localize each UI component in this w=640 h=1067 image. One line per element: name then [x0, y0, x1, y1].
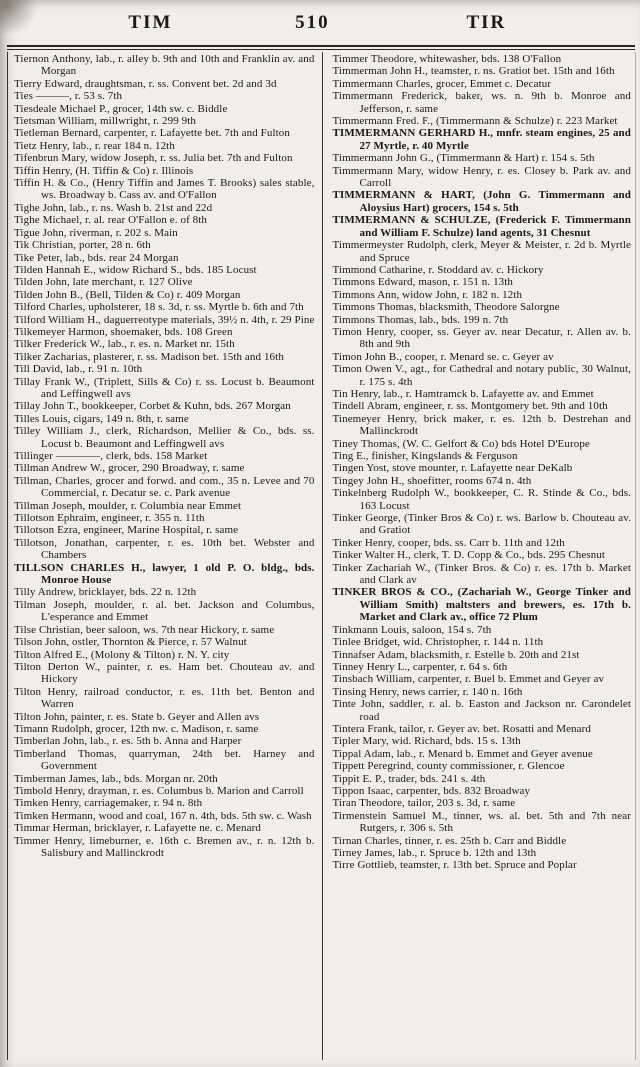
directory-entry: Timmond Catharine, r. Stoddard av. c. Hickory: [332, 263, 544, 276]
directory-entry: Tighe Michael, r. al. rear O'Fallon e. of 8th: [14, 214, 208, 227]
directory-entry: Tinker Walter H., clerk, T. D. Copp & Co., bds. 295 Chesnut: [332, 549, 606, 562]
directory-entry: Tilkemeyer Harmon, shoemaker, bds. 108 Green: [14, 325, 233, 338]
directory-entry: Tilley William J., clerk, Richardson, Mellier & Co., bds. ss. Locust b. Beaumont and Leffingwell avs: [14, 425, 315, 450]
directory-entry: Timmermann Mary, widow Henry, r. es. Closey b. Park av. and Carroll: [332, 164, 631, 190]
directory-entry: Tin Henry, lab., r. Hamtramck b. Lafayette av. and Emmet: [332, 387, 594, 400]
directory-entry: Tilse Christian, beer saloon, ws. 7th near Hickory, r. same: [14, 623, 275, 636]
directory-column-right: [322, 52, 636, 1060]
directory-entry: Timmons Edward, mason, r. 151 n. 13th: [332, 276, 514, 289]
directory-entry: Tillman Andrew W., grocer, 290 Broadway, r. same: [14, 462, 245, 475]
directory-entry: Tirney James, lab., r. Spruce b. 12th and 13th: [332, 847, 537, 859]
directory-entry: Tintera Frank, tailor, r. Geyer av. bet. Rosatti and Menard: [332, 722, 592, 735]
directory-entry: Tillotson Ezra, engineer, Marine Hospital, r. same: [14, 524, 239, 537]
directory-entry: Tiffin Henry, (H. Tiffin & Co) r. Illinois: [14, 164, 194, 177]
directory-column-left: [8, 52, 322, 1060]
directory-entry: Tillinger ————, clerk, bds. 158 Market: [14, 450, 208, 462]
directory-entry: Timann Rudolph, grocer, 12th nw. c. Madison, r. same: [14, 722, 259, 735]
directory-entry: Timmerman John H., teamster, r. ns. Gratiot bet. 15th and 16th: [332, 65, 615, 78]
directory-entry: Timbold Henry, drayman, r. es. Columbus b. Marion and Carroll: [14, 784, 304, 797]
directory-entry: Tillay John T., bookkeeper, Corbet & Kuhn, bds. 267 Morgan: [14, 400, 291, 413]
directory-entry: Tilles Louis, cigars, 149 n. 8th, r. same: [14, 412, 189, 425]
directory-entry: Tierry Edward, draughtsman, r. ss. Convent bet. 2d and 3d: [14, 77, 277, 90]
directory-entry: Tifenbrun Mary, widow Joseph, r. ss. Julia bet. 7th and Fulton: [14, 152, 293, 165]
directory-entry: Tiney Thomas, (W. C. Gelfort & Co) bds Hotel D'Europe: [332, 437, 590, 450]
directory-entry: Tilden John, late merchant, r. 127 Olive: [14, 276, 193, 289]
directory-entry: Tippit E. P., trader, bds. 241 s. 4th: [332, 772, 486, 785]
directory-entry: TIMMERMANN & SCHULZE, (Frederick F. Timmermann and William F. Schulze) land agents, 31 Chesnut: [332, 214, 631, 239]
directory-entry: Tiffin H. & Co., (Henry Tiffin and James T. Brooks) sales stable, ws. Broadway b. Cass av. and O'Fallon: [14, 177, 315, 202]
directory-entry: Tinnafser Adam, blacksmith, r. Estelle b. 20th and 21st: [332, 648, 580, 661]
directory-entry: Tinkelnberg Rudolph W., bookkeeper, C. R. Stinde & Co., bds. 163 Locust: [332, 487, 631, 512]
directory-entry: Timberlan John, lab., r. es. 5th b. Anna and Harper: [14, 735, 242, 748]
directory-entry: Tilford William H., daguerreotype materials, 39½ n. 4th, r. 29 Pine: [14, 313, 315, 326]
directory-entry: Timmons Thomas, lab., bds. 199 n. 7th: [332, 313, 509, 326]
directory-entry: Tipler Mary, wid. Richard, bds. 15 s. 13th: [332, 735, 521, 748]
directory-entry: Ties ———, r. 53 s. 7th: [14, 90, 123, 103]
directory-entry: Till David, lab., r. 91 n. 10th: [14, 363, 143, 376]
directory-entry: Tiesdeale Michael P., grocer, 14th sw. c. Biddle: [14, 102, 228, 115]
directory-entry: Tilden John B., (Bell, Tilden & Co) r. 409 Morgan: [14, 288, 241, 301]
directory-entry: Tilton Alfred E., (Molony & Tilton) r. N. Y. city: [14, 648, 230, 661]
directory-content: [7, 52, 636, 1060]
directory-entry: Tirre Gottlieb, teamster, r. 13th bet. Spruce and Poplar: [332, 859, 577, 872]
directory-entry: Tighe John, lab., r. ns. Wash b. 21st and 22d: [14, 201, 213, 214]
directory-entry: Tilker Zacharias, plasterer, r. ss. Madison bet. 15th and 16th: [14, 350, 284, 363]
directory-entry: Tilly Andrew, bricklayer, bds. 22 n. 12th: [14, 586, 197, 599]
directory-entry: Tingen Yost, stove mounter, r. Lafayette near DeKalb: [332, 462, 573, 475]
directory-entry: Tilker Frederick W., lab., r. es. n. Market nr. 15th: [14, 338, 235, 351]
header-letters-left: TIM: [128, 12, 173, 33]
directory-entry: Tindell Abram, engineer, r. ss. Montgomery bet. 9th and 10th: [332, 400, 608, 413]
directory-entry: Timmermann Fred. F., (Timmermann & Schulze) r. 223 Market: [332, 115, 618, 128]
directory-entry: Timmons Thomas, blacksmith, Theodore Salorgne: [332, 301, 560, 314]
directory-entry: Tinemeyer Henry, brick maker, r. es. 12th b. Destrehan and Mallinckrodt: [332, 412, 631, 438]
directory-entry: Tirnan Charles, tinner, r. es. 25th b. Carr and Biddle: [332, 834, 567, 847]
header-letters-right: TIR: [466, 12, 507, 33]
directory-entry: Tilson John, ostler, Thornton & Pierce, r. 57 Walnut: [14, 636, 247, 649]
directory-entry: Tietz Henry, lab., r. rear 184 n. 12th: [14, 139, 175, 152]
directory-entry: Tiernon Anthony, lab., r. alley b. 9th and 10th and Franklin av. and Morgan: [14, 53, 315, 78]
directory-entry: TIMMERMANN GERHARD H., mnfr. steam engines, 25 and 27 Myrtle, r. 40 Myrtle: [332, 127, 631, 152]
directory-entry: Tippett Peregrind, county commissioner, r. Glencoe: [332, 760, 565, 773]
directory-entry: Tinte John, saddler, r. al. b. Easton and Jackson nr. Carondelet road: [332, 698, 631, 723]
directory-entry: Tilman Joseph, moulder, r. al. bet. Jackson and Columbus, L'esperance and Emmet: [14, 598, 315, 624]
directory-entry: Tingey John H., shoefitter, rooms 674 n. 4th: [332, 474, 532, 487]
directory-entry: TILLSON CHARLES H., lawyer, 1 old P. O. bldg., bds. Monroe House: [14, 561, 315, 587]
header-rule: [7, 45, 635, 50]
directory-entry: Timberman James, lab., bds. Morgan nr. 20th: [14, 772, 218, 785]
directory-entry: Tillotson Ephraim, engineer, r. 355 n. 11th: [14, 512, 205, 525]
directory-entry: Timmer Henry, limeburner, e. 16th c. Bremen av., r. n. 12th b. Salisbury and Mallinckrodt: [14, 834, 315, 859]
directory-entry: Timmermeyster Rudolph, clerk, Meyer & Meister, r. 2d b. Myrtle and Spruce: [332, 239, 631, 264]
directory-entry: Tilton John, painter, r. es. State b. Geyer and Allen avs: [14, 710, 260, 723]
directory-entry: Timberland Thomas, quarryman, 24th bet. Harney and Government: [14, 747, 315, 773]
directory-entry: Tiran Theodore, tailor, 203 s. 3d, r. same: [332, 797, 516, 810]
directory-entry: Tippal Adam, lab., r. Menard b. Emmet and Geyer avenue: [332, 747, 593, 760]
directory-entry: Tinker Henry, cooper, bds. ss. Carr b. 11th and 12th: [332, 536, 565, 549]
directory-entry: Tillay Frank W., (Triplett, Sills & Co) r. ss. Locust b. Beaumont and Leffingwell avs: [14, 375, 315, 400]
directory-entry: TIMMERMANN & HART, (John G. Timmermann and Aloysius Hart) grocers, 154 s. 5th: [332, 189, 631, 214]
directory-entry: Timmar Herman, bricklayer, r. Lafayette ne. c. Menard: [14, 822, 261, 835]
directory-entry: Tilton Derton W., painter, r. es. Ham bet. Chouteau av. and Hickory: [14, 660, 315, 686]
directory-entry: Timon John B., cooper, r. Menard se. c. Geyer av: [332, 350, 554, 363]
directory-entry: Timmermann John G., (Timmermann & Hart) r. 154 s. 5th: [332, 152, 595, 165]
directory-entry: Tilden Hannah E., widow Richard S., bds. 185 Locust: [14, 263, 257, 276]
directory-entry: Tinker George, (Tinker Bros & Co) r. ws. Barlow b. Chouteau av. and Gratiot: [332, 512, 631, 537]
directory-entry: Tinlee Bridget, wid. Christopher, r. 144 n. 11th: [332, 636, 544, 649]
directory-entry: Tinney Henry L., carpenter, r. 64 s. 6th: [332, 660, 508, 673]
directory-entry: Tigue John, riverman, r. 202 s. Main: [14, 226, 178, 239]
directory-entry: Tilton Henry, railroad conductor, r. es. 11th bet. Benton and Warren: [14, 685, 315, 711]
page-number: 510: [295, 12, 330, 33]
directory-entry: Timmermann Frederick, baker, ws. n. 9th b. Monroe and Jefferson, r. same: [332, 90, 631, 115]
directory-entry: Tippon Isaac, carpenter, bds. 832 Broadway: [332, 784, 531, 797]
directory-entry: Tinker Zachariah W., (Tinker Bros. & Co) r. es. 17th b. Market and Clark av: [332, 561, 631, 587]
directory-entry: Tillotson, Jonathan, carpenter, r. es. 10th bet. Webster and Chambers: [14, 536, 315, 562]
directory-entry: Tillman, Charles, grocer and forwd. and com., 35 n. Levee and 70 Commercial, r. Decatur se. c. Park avenue: [14, 474, 315, 500]
directory-entry: Timon Henry, cooper, ss. Geyer av. near Decatur, r. Allen av. b. 8th and 9th: [332, 325, 631, 351]
directory-entry: TINKER BROS & CO., (Zachariah W., George Tinker and William Smith) maltsters and brewers, es. 17th b. Market and Clark av., office 72 Plum: [332, 586, 631, 624]
directory-entry: Timon Owen V., agt., for Cathedral and notary public, 30 Walnut, r. 175 s. 4th: [332, 363, 631, 388]
directory-entry: Tike Peter, lab., bds. rear 24 Morgan: [14, 251, 179, 264]
directory-entry: Tillman Joseph, moulder, r. Columbia near Emmet: [14, 499, 242, 512]
directory-entry: Timken Henry, carriagemaker, r. 94 n. 8th: [14, 797, 203, 810]
directory-entry: Timmons Ann, widow John, r. 182 n. 12th: [332, 288, 523, 301]
directory-entry: Tietleman Bernard, carpenter, r. Lafayette bet. 7th and Fulton: [14, 127, 290, 140]
directory-entry: Ting E., finisher, Kingslands & Ferguson: [332, 450, 518, 462]
directory-entry: Timmer Theodore, whitewasher, bds. 138 O'Fallon: [332, 53, 562, 65]
directory-entry: Tilford Charles, upholsterer, 18 s. 3d, r. ss. Myrtle b. 6th and 7th: [14, 301, 304, 314]
directory-entry: Tirmenstein Samuel M., tinner, ws. al. bet. 5th and 7th near Rutgers, r. 306 s. 5th: [332, 809, 631, 835]
directory-entry: Tinkmann Louis, saloon, 154 s. 7th: [332, 623, 492, 636]
directory-entry: Timmermann Charles, grocer, Emmet c. Decatur: [332, 77, 552, 90]
directory-entry: Timken Hermann, wood and coal, 167 n. 4th, bds. 5th sw. c. Wash: [14, 809, 312, 822]
page-header: [0, 0, 640, 45]
directory-entry: Tik Christian, porter, 28 n. 6th: [14, 239, 151, 252]
directory-entry: Tietsman William, millwright, r. 299 9th: [14, 115, 197, 128]
directory-entry: Tinsing Henry, news carrier, r. 140 n. 16th: [332, 685, 523, 698]
directory-entry: Tinsbach William, carpenter, r. Buel b. Emmet and Geyer av: [332, 673, 605, 686]
